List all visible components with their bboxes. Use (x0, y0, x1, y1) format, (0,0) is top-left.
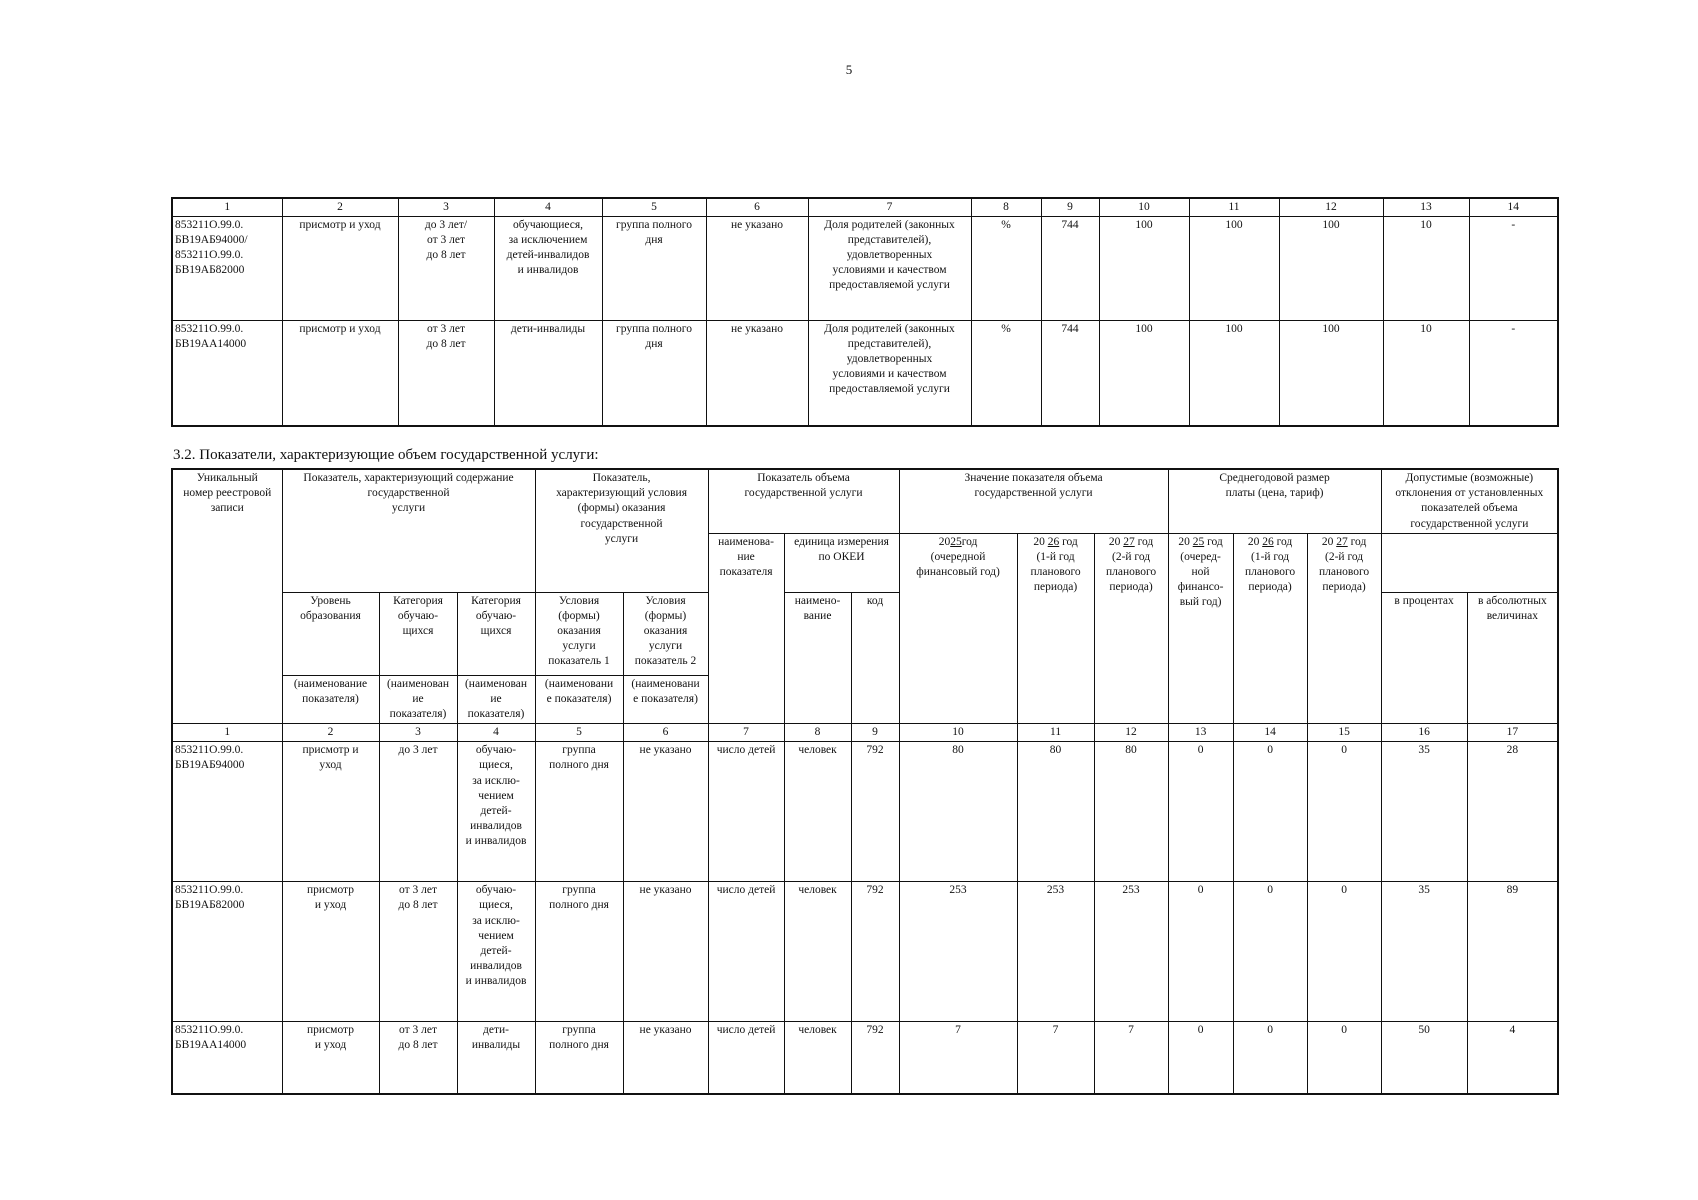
cell: - (1469, 320, 1558, 426)
cell: 10 (1383, 320, 1469, 426)
col-number: 3 (398, 198, 494, 216)
cell: до 3 лет (379, 742, 457, 882)
header-deviation-spacer (1381, 533, 1558, 592)
col-number: 4 (494, 198, 602, 216)
cell: 744 (1041, 216, 1099, 320)
registry-number: 853211О.99.0. БВ19АА14000 (172, 320, 282, 426)
cell: 35 (1381, 742, 1467, 882)
registry-number: 853211О.99.0. БВ19АБ94000 (172, 742, 282, 882)
header-indicator-name-label: (наименован ие показателя) (379, 675, 457, 724)
header-year-2025-fee: 20 25 год (очеред- ной финансо- вый год) (1168, 533, 1233, 724)
cell: не указано (706, 320, 808, 426)
cell: 7 (899, 1022, 1017, 1094)
cell: 0 (1307, 1022, 1381, 1094)
cell: число детей (708, 882, 784, 1022)
col-number: 13 (1168, 724, 1233, 742)
cell: 744 (1041, 320, 1099, 426)
header-condition-1: Условия (формы) оказания услуги показатель 1 (535, 592, 623, 675)
cell: группа полного дня (602, 320, 706, 426)
header-indicator-name-label: (наименование показателя) (282, 675, 379, 724)
col-number: 12 (1279, 198, 1383, 216)
cell: человек (784, 882, 851, 1022)
header-volume-indicator: Показатель объема государственной услуги (708, 469, 899, 533)
cell: Доля родителей (законных представителей), удовлетворенных условиями и качеством предоставляемой услуги (808, 320, 971, 426)
cell: присмотр и уход (282, 1022, 379, 1094)
cell: - (1469, 216, 1558, 320)
col-number: 6 (623, 724, 708, 742)
cell: 792 (851, 742, 899, 882)
cell: обучаю- щиеся, за исклю- чением детей- инвалидов и инвалидов (457, 742, 535, 882)
cell: присмотр и уход (282, 320, 398, 426)
cell: обучаю- щиеся, за исклю- чением детей- инвалидов и инвалидов (457, 882, 535, 1022)
col-number: 12 (1094, 724, 1168, 742)
cell: 89 (1467, 882, 1558, 1022)
table-row (172, 216, 1558, 320)
header-value: Значение показателя объема государственной услуги (899, 469, 1168, 533)
cell: 0 (1168, 742, 1233, 882)
header-average-fee: Среднегодовой размер платы (цена, тариф) (1168, 469, 1381, 533)
quality-indicators-table (171, 197, 1559, 427)
volume-indicators-table (171, 468, 1559, 1095)
cell: 253 (1094, 882, 1168, 1022)
header-unit-code: код (851, 592, 899, 724)
cell: от 3 лет до 8 лет (398, 320, 494, 426)
page-number: 5 (845, 62, 853, 77)
cell: человек (784, 742, 851, 882)
column-numbers-row (172, 198, 1558, 216)
cell: 7 (1094, 1022, 1168, 1094)
col-number: 11 (1189, 198, 1279, 216)
col-number: 1 (172, 724, 282, 742)
cell: 80 (899, 742, 1017, 882)
col-number: 8 (784, 724, 851, 742)
registry-number: 853211О.99.0. БВ19АА14000 (172, 1022, 282, 1094)
header-conditions-indicator: Показатель, характеризующий условия (формы) оказания государственной услуги (535, 469, 708, 592)
col-number: 8 (971, 198, 1041, 216)
cell: 100 (1099, 320, 1189, 426)
col-number: 10 (899, 724, 1017, 742)
header-level: Уровень образования (282, 592, 379, 675)
cell: 50 (1381, 1022, 1467, 1094)
col-number: 4 (457, 724, 535, 742)
cell: группа полного дня (535, 742, 623, 882)
cell: присмотр и уход (282, 216, 398, 320)
section-title: 3.2. Показатели, характеризующие объем государственной услуги: (173, 447, 599, 463)
cell: группа полного дня (535, 882, 623, 1022)
col-number: 13 (1383, 198, 1469, 216)
cell: не указано (706, 216, 808, 320)
cell: 0 (1307, 882, 1381, 1022)
cell: 28 (1467, 742, 1558, 882)
cell: обучающиеся, за исключением детей-инвалидов и инвалидов (494, 216, 602, 320)
header-content-indicator: Показатель, характеризующий содержание государственной услуги (282, 469, 535, 592)
header-category: Категория обучаю- щихся (457, 592, 535, 675)
col-number: 14 (1233, 724, 1307, 742)
cell: дети-инвалиды (494, 320, 602, 426)
col-number: 3 (379, 724, 457, 742)
cell: до 3 лет/ от 3 лет до 8 лет (398, 216, 494, 320)
header-row (172, 469, 1558, 533)
cell: 7 (1017, 1022, 1094, 1094)
cell: присмотр и уход (282, 742, 379, 882)
cell: 100 (1189, 216, 1279, 320)
col-number: 15 (1307, 724, 1381, 742)
header-category: Категория обучаю- щихся (379, 592, 457, 675)
header-deviation: Допустимые (возможные) отклонения от установленных показателей объема государственной услуги (1381, 469, 1558, 533)
cell: 0 (1233, 882, 1307, 1022)
cell: 0 (1168, 1022, 1233, 1094)
col-number: 5 (602, 198, 706, 216)
cell: дети- инвалиды (457, 1022, 535, 1094)
cell: группа полного дня (602, 216, 706, 320)
col-number: 5 (535, 724, 623, 742)
cell: 35 (1381, 882, 1467, 1022)
table-row (172, 882, 1558, 1022)
header-year-2027-value: 20 27 год (2-й год планового периода) (1094, 533, 1168, 724)
cell: число детей (708, 742, 784, 882)
cell: 10 (1383, 216, 1469, 320)
header-indicator-name-label: (наименован ие показателя) (457, 675, 535, 724)
col-number: 6 (706, 198, 808, 216)
cell: от 3 лет до 8 лет (379, 1022, 457, 1094)
registry-number: 853211О.99.0. БВ19АБ82000 (172, 882, 282, 1022)
header-indicator-name-label: (наименовани е показателя) (535, 675, 623, 724)
registry-number: 853211О.99.0. БВ19АБ94000/ 853211О.99.0. БВ19АБ82000 (172, 216, 282, 320)
header-indicator-name: наименова- ние показателя (708, 533, 784, 724)
cell: 100 (1099, 216, 1189, 320)
cell: 80 (1017, 742, 1094, 882)
cell: 80 (1094, 742, 1168, 882)
header-indicator-name-label: (наименовани е показателя) (623, 675, 708, 724)
col-number: 7 (708, 724, 784, 742)
cell: 100 (1279, 216, 1383, 320)
header-year-2027-fee: 20 27 год (2-й год планового периода) (1307, 533, 1381, 724)
col-number: 11 (1017, 724, 1094, 742)
cell: 792 (851, 1022, 899, 1094)
header-year-2026-fee: 20 26 год (1-й год планового периода) (1233, 533, 1307, 724)
header-year-2026-value: 20 26 год (1-й год планового периода) (1017, 533, 1094, 724)
table-row (172, 742, 1558, 882)
cell: 253 (1017, 882, 1094, 1022)
header-year-2025-value: 2025год (очередной финансовый год) (899, 533, 1017, 724)
cell: % (971, 320, 1041, 426)
cell: 0 (1168, 882, 1233, 1022)
cell: 100 (1189, 320, 1279, 426)
col-number: 10 (1099, 198, 1189, 216)
table-row (172, 1022, 1558, 1094)
cell: присмотр и уход (282, 882, 379, 1022)
cell: не указано (623, 1022, 708, 1094)
col-number: 7 (808, 198, 971, 216)
cell: Доля родителей (законных представителей), удовлетворенных условиями и качеством предоставляемой услуги (808, 216, 971, 320)
header-in-percent: в процентах (1381, 592, 1467, 724)
col-number: 1 (172, 198, 282, 216)
cell: не указано (623, 742, 708, 882)
cell: 0 (1233, 742, 1307, 882)
col-number: 9 (1041, 198, 1099, 216)
col-number: 16 (1381, 724, 1467, 742)
header-condition-2: Условия (формы) оказания услуги показатель 2 (623, 592, 708, 675)
cell: 100 (1279, 320, 1383, 426)
cell: 253 (899, 882, 1017, 1022)
cell: число детей (708, 1022, 784, 1094)
cell: % (971, 216, 1041, 320)
header-registry-number: Уникальный номер реестровой записи (172, 469, 282, 724)
column-numbers-row (172, 724, 1558, 742)
cell: 4 (1467, 1022, 1558, 1094)
col-number: 2 (282, 724, 379, 742)
cell: группа полного дня (535, 1022, 623, 1094)
col-number: 14 (1469, 198, 1558, 216)
table-row (172, 320, 1558, 426)
cell: не указано (623, 882, 708, 1022)
cell: 792 (851, 882, 899, 1022)
header-unit-okei: единица измерения по ОКЕИ (784, 533, 899, 592)
cell: от 3 лет до 8 лет (379, 882, 457, 1022)
col-number: 17 (1467, 724, 1558, 742)
header-unit-name: наимено- вание (784, 592, 851, 724)
col-number: 2 (282, 198, 398, 216)
col-number: 9 (851, 724, 899, 742)
cell: человек (784, 1022, 851, 1094)
cell: 0 (1307, 742, 1381, 882)
header-in-absolute: в абсолютных величинах (1467, 592, 1558, 724)
cell: 0 (1233, 1022, 1307, 1094)
